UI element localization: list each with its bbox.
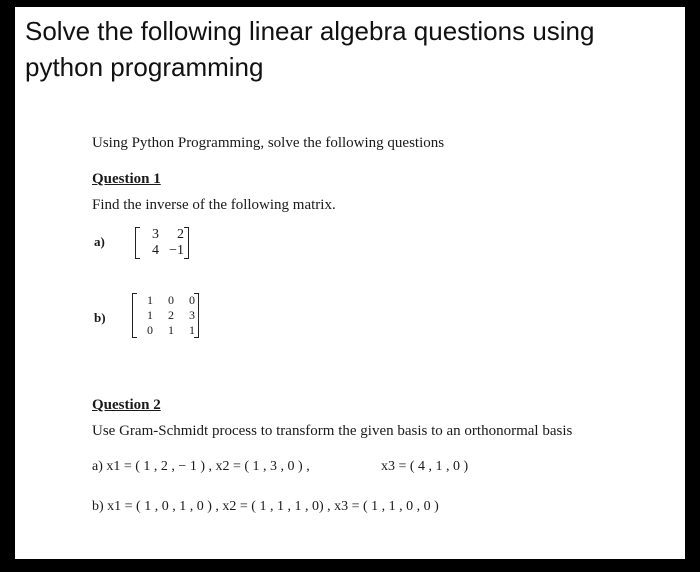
right-bracket <box>194 293 199 338</box>
matrix-cell: 0 <box>189 293 195 307</box>
matrix-cell: 4 <box>152 243 159 258</box>
matrix-b <box>134 293 197 338</box>
page-title: Solve the following linear algebra questions using python programming <box>25 16 595 82</box>
question-2-part-a-x3: x3 = ( 4 , 1 , 0 ) <box>381 459 469 474</box>
matrix-cell: 1 <box>168 323 174 337</box>
question-2-part-b: b) x1 = ( 1 , 0 , 1 , 0 ) , x2 = ( 1 , 1 , 1 , 0) , x3 = ( 1 , 1 , 0 , 0 ) <box>92 499 439 514</box>
right-bracket <box>184 227 189 259</box>
matrix-cell: 1 <box>189 323 195 337</box>
question-2-part-a: a) x1 = ( 1 , 2 , − 1 ) , x2 = ( 1 , 3 , 0 ) , <box>92 459 310 474</box>
question-1-heading: Question 1 <box>92 171 161 187</box>
matrix-cell: 1 <box>147 293 153 307</box>
matrix-cell: 0 <box>147 323 153 337</box>
part-b-label: b) <box>94 310 106 325</box>
matrix-cell: 3 <box>152 227 159 242</box>
left-bracket <box>132 293 137 338</box>
left-bracket <box>135 227 140 259</box>
matrix-a <box>137 227 187 259</box>
matrix-cell: 3 <box>189 308 195 322</box>
matrix-cell: 2 <box>177 227 184 242</box>
document-page <box>15 7 685 559</box>
part-a-label: a) <box>94 234 105 249</box>
question-1-prompt: Find the inverse of the following matrix. <box>92 197 336 213</box>
question-2-heading: Question 2 <box>92 397 161 413</box>
intro-text: Using Python Programming, solve the following questions <box>92 135 445 151</box>
matrix-cell: 0 <box>168 293 174 307</box>
matrix-cell: 2 <box>168 308 174 322</box>
matrix-cell: −1 <box>169 243 184 258</box>
matrix-cell: 1 <box>147 308 153 322</box>
question-2-prompt: Use Gram-Schmidt process to transform the given basis to an orthonormal basis <box>92 423 573 439</box>
